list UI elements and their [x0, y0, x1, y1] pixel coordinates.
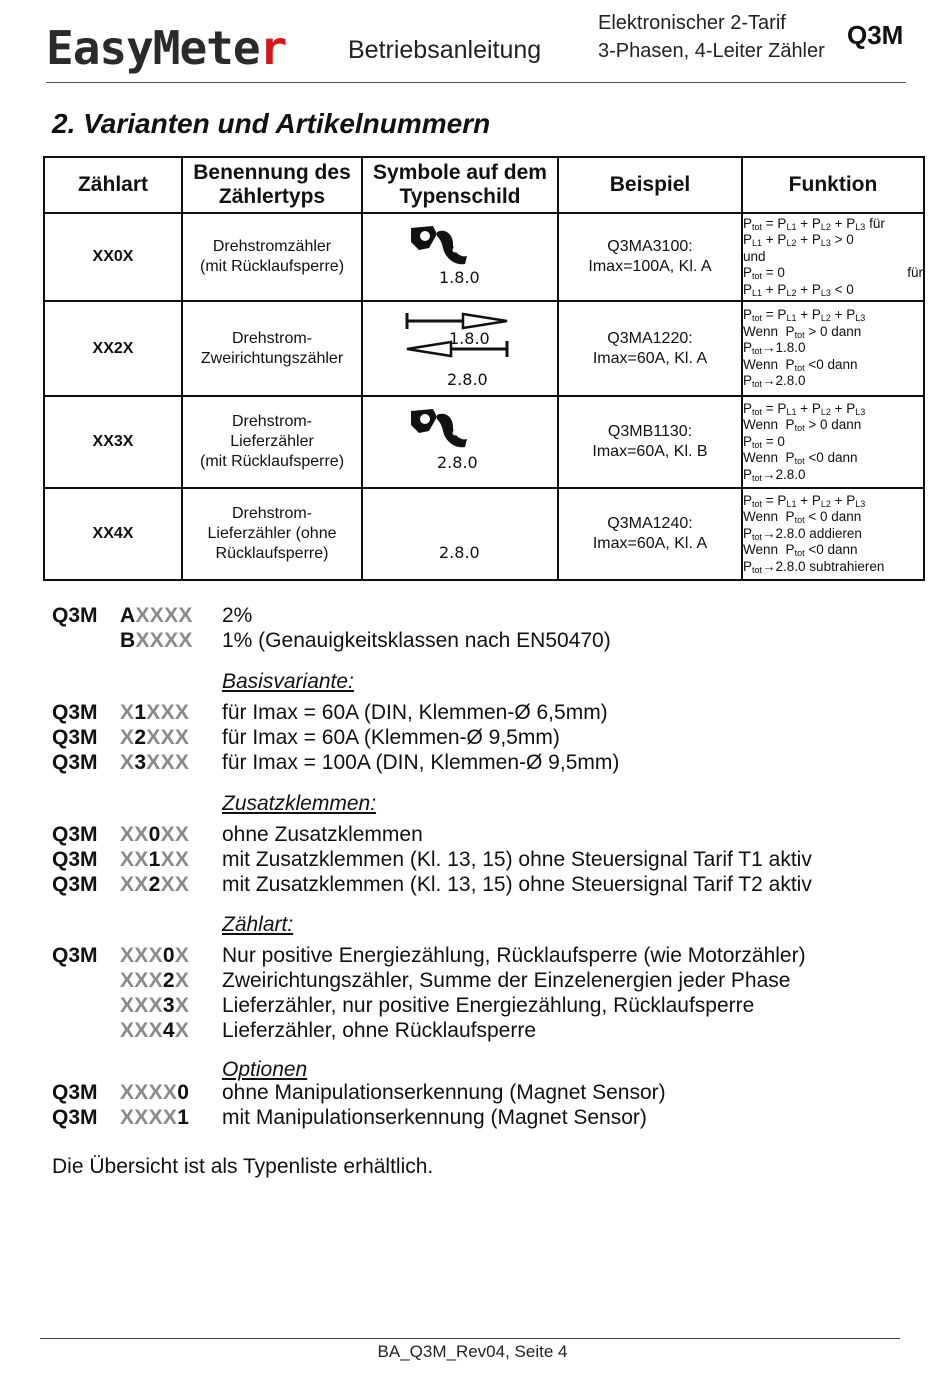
page-header — [0, 0, 950, 84]
table-row — [44, 213, 924, 301]
row-code: XX3X — [44, 396, 182, 488]
variants-table — [43, 156, 925, 581]
table-row — [44, 488, 924, 580]
row-symbol — [362, 301, 558, 396]
row-example: Q3MA1240: Imax=60A, Kl. A — [558, 488, 742, 580]
row-example: Q3MA1220: Imax=60A, Kl. A — [558, 301, 742, 396]
row-code: XX0X — [44, 213, 182, 301]
footer-divider — [40, 1338, 900, 1339]
overview-note: Die Übersicht ist als Typenliste erhältlich. — [52, 1155, 434, 1178]
row-function: $P_{tot} = P_{L1} + P_{L2} + P_{L3}$ für $P_{L1} + P_{L2} + P_{L3} > 0$ und $P_{tot} = 0$ für $P_{L1} + P_{L2} + P_{L3} < 0$ — [742, 213, 924, 301]
model-name: Q3M — [847, 20, 904, 50]
product-description: Elektronischer 2-Tarif 3-Phasen, 4-Leiter Zähler — [598, 12, 825, 62]
obis-label: 2.8.0 — [447, 369, 488, 389]
row-function: $P_{tot} = P_{L1} + P_{L2} + P_{L3}$ Wenn $P_{tot} < 0$ dann $P_{tot}\to 2.8.0$ addieren Wenn $P_{tot} <0$ dann $P_{tot}\to 2.8.0$ subtrahieren — [742, 488, 924, 580]
table-row — [44, 301, 924, 396]
page-footer: BA_Q3M_Rev04, Seite 4 — [377, 1342, 568, 1361]
table-header-row — [44, 157, 924, 213]
row-symbol — [362, 396, 558, 488]
row-symbol — [362, 213, 558, 301]
table-row — [44, 396, 924, 488]
row-name: Drehstrom- Lieferzähler (ohne Rücklaufsperre) — [182, 488, 362, 580]
row-function: $P_{tot} = P_{L1} + P_{L2} + P_{L3}$ Wenn $P_{tot} > 0$ dann $P_{tot}\to 1.8.0$ Wenn $P_{tot} <0$ dann $P_{tot}\to 2.8.0$ — [742, 301, 924, 396]
obis-label: 1.8.0 — [449, 328, 490, 348]
row-name: Drehstromzähler (mit Rücklaufsperre) — [182, 213, 362, 301]
row-function: $P_{tot} = P_{L1} + P_{L2} + P_{L3}$ Wenn $P_{tot} > 0$ dann $P_{tot} = 0$ Wenn $P_{tot} <0$ dann $P_{tot}\to 2.8.0$ — [742, 396, 924, 488]
backstop-icon — [371, 399, 549, 485]
row-code: XX2X — [44, 301, 182, 396]
header-zaehlart: Zählart — [44, 157, 182, 213]
obis-label: 2.8.0 — [437, 453, 478, 472]
row-example: Q3MA3100: Imax=100A, Kl. A — [558, 213, 742, 301]
header-benennung: Benennung des Zählertyps — [182, 157, 362, 213]
document-type: Betriebsanleitung — [348, 36, 542, 64]
row-code: XX4X — [44, 488, 182, 580]
header-beispiel: Beispiel — [558, 157, 742, 213]
easymeter-logo: EasyMeter — [46, 21, 287, 75]
obis-label: 2.8.0 — [439, 543, 480, 562]
row-name: Drehstrom- Lieferzähler (mit Rücklaufsperre) — [182, 396, 362, 488]
section-title: 2. Varianten und Artikelnummern — [52, 108, 491, 139]
row-symbol — [362, 488, 558, 580]
backstop-icon — [371, 214, 549, 300]
row-name: Drehstrom- Zweirichtungszähler — [182, 301, 362, 396]
header-symbole: Symbole auf dem Typenschild — [362, 157, 558, 213]
header-funktion: Funktion — [742, 157, 924, 213]
row-example: Q3MB1130: Imax=60A, Kl. B — [558, 396, 742, 488]
obis-label: 1.8.0 — [439, 268, 480, 287]
header-divider — [46, 82, 906, 83]
